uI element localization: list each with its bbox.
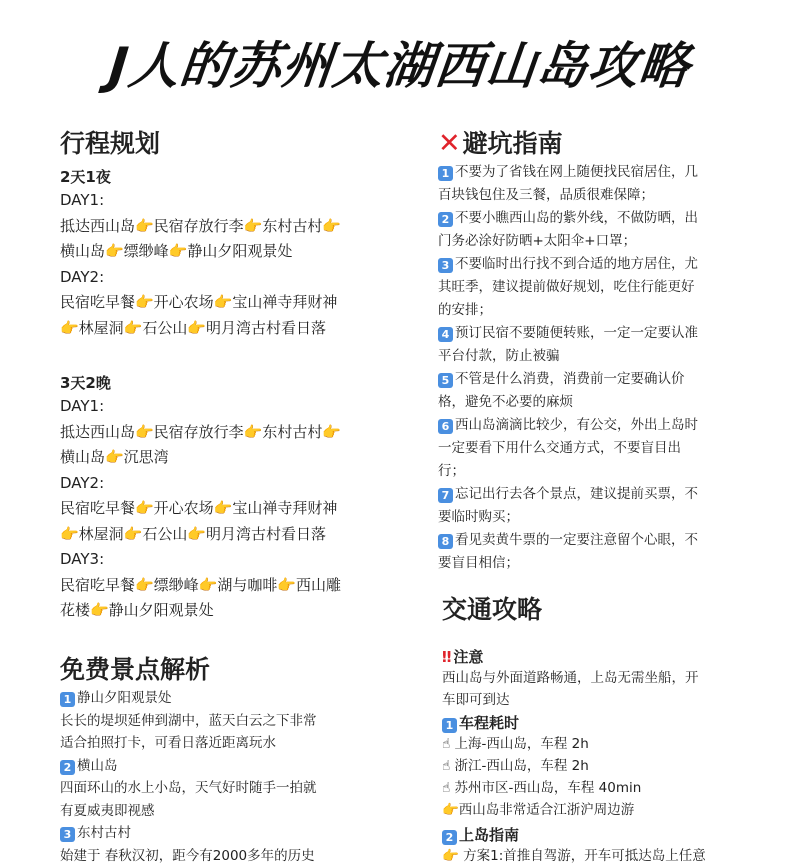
list-item (60, 688, 172, 708)
list-item (60, 733, 276, 753)
list-item (438, 530, 698, 550)
pitfall-heading (438, 124, 563, 160)
text-line: DAY1: (60, 397, 105, 415)
list-item (60, 756, 118, 776)
list-item-text: 要盲目相信； (438, 555, 519, 571)
text-line: 👉林屋洞👉石公山👉明月湾古村看日落 (60, 524, 327, 543)
list-item (438, 484, 698, 504)
list-item-text: 四面环山的水上小岛，天气好时随手一拍就 (60, 780, 317, 796)
list-item-text: 不要小瞧西山岛的紫外线，不做防晒，出 (455, 210, 698, 226)
text-line: ☝ 浙江-西山岛，车程 2h (442, 758, 589, 774)
list-item-text: 西山岛滴滴比较少，有公交，外出上岛时 (455, 417, 698, 433)
list-item-text: 不要为了省钱在网上随便找民宿居住，几 (455, 164, 698, 180)
list-item (60, 711, 317, 731)
page-title: J人的苏州太湖西山岛攻略 (106, 37, 693, 95)
list-item (438, 346, 560, 366)
list-item-text: 的安排； (438, 302, 492, 318)
list-item (438, 254, 698, 274)
list-item-text: 预订民宿不要随便转账，一定一定要认准 (455, 325, 698, 341)
list-item-text: 要临时购买； (438, 509, 519, 525)
text-line: 👉西山岛非常适合江浙沪周边游 (442, 802, 635, 818)
text-line: 民宿吃早餐👉缥缈峰👉湖与咖啡👉西山雕 (60, 575, 342, 594)
list-item (438, 553, 519, 573)
list-item (438, 231, 636, 251)
number-badge-icon: 1 (60, 692, 75, 707)
text-line: 花楼👉静山夕阳观景处 (60, 601, 214, 619)
note-title-text: 注意 (453, 648, 484, 666)
list-item-text: 不管是什么消费，消费前一定要确认价 (455, 371, 685, 387)
text-line: DAY2: (60, 473, 105, 492)
list-item (60, 823, 131, 843)
text-line: DAY2: (60, 267, 105, 286)
cross-icon: ✕ (438, 128, 461, 159)
time-title (442, 712, 519, 733)
number-badge-icon: 8 (438, 534, 453, 549)
list-item-text: 东村古村 (77, 825, 131, 841)
list-item (438, 185, 654, 205)
list-item (438, 507, 519, 527)
list-item-text: 忘记出行去各个景点，建议提前买票，不 (455, 486, 698, 502)
list-item (438, 415, 698, 435)
text-line: ☝ 上海-西山岛，车程 2h (442, 736, 589, 752)
plan1-title: 2天1夜 (60, 168, 111, 186)
list-item-text: 看见卖黄牛票的一定要注意留个心眼，不 (455, 532, 698, 548)
number-badge-icon: 3 (60, 827, 75, 842)
list-item (438, 208, 698, 228)
pitfall-heading-text: 避坑指南 (462, 129, 563, 158)
time-title-text: 车程耗时 (459, 714, 520, 732)
number-badge-icon: 3 (438, 258, 453, 273)
number-badge-icon: 6 (438, 419, 453, 434)
number-badge-icon: 2 (60, 760, 75, 775)
list-item-text: 行； (438, 463, 465, 479)
text-line: 抵达西山岛👉民宿存放行李👉东村古村👉 (60, 216, 342, 235)
text-line: ☝ 苏州市区-西山岛，车程 40min (442, 780, 642, 796)
text-line: 👉 方案1:首推自驾游，开车可抵达岛上任意 (442, 848, 706, 864)
list-item (438, 277, 695, 297)
plan2-title: 3天2晚 (60, 374, 111, 392)
list-item-text: 静山夕阳观景处 (77, 690, 172, 706)
list-item-text: 有夏威夷即视感 (60, 802, 155, 819)
list-item (60, 778, 317, 798)
note-title (442, 646, 483, 667)
island-title-text: 上岛指南 (459, 826, 520, 844)
double-exclamation-icon: ‼ (442, 648, 452, 666)
text-line: 民宿吃早餐👉开心农场👉宝山禅寺拜财神 (60, 499, 338, 517)
list-item-text: 始建于 春秋汉初，距今有2000多年的历史 (60, 847, 315, 864)
text-line: 横山岛👉沉思湾 (60, 448, 169, 466)
list-item-text: 其旺季，建议提前做好规划，吃住行能更好 (438, 279, 695, 295)
text-line: 民宿吃早餐👉开心农场👉宝山禅寺拜财神 (60, 293, 338, 311)
list-item-text: 平台付款，防止被骗 (438, 348, 560, 364)
number-badge-icon: 7 (438, 488, 453, 503)
number-badge-icon: 4 (438, 327, 453, 342)
list-item-text: 门务必涂好防晒+太阳伞+口罩； (438, 233, 637, 249)
number-badge-icon: 2 (438, 212, 453, 227)
text-line: 横山岛👉缥缈峰👉静山夕阳观景处 (60, 242, 293, 260)
list-item-text: 长长的堤坝延伸到湖中，蓝天白云之下非常 (60, 712, 317, 729)
list-item (438, 438, 681, 458)
number-badge-1-icon: 1 (442, 718, 457, 733)
island-title (442, 824, 519, 845)
text-line: 👉林屋洞👉石公山👉明月湾古村看日落 (60, 318, 327, 337)
number-badge-icon: 1 (438, 166, 453, 181)
itinerary-heading: 行程规划 (60, 129, 161, 158)
list-item-text: 一定要看下用什么交通方式，不要盲目出 (438, 440, 681, 456)
list-item (438, 300, 492, 320)
text-line: 西山岛与外面道路畅通，上岛无需坐船，开 (442, 670, 699, 686)
number-badge-icon: 5 (438, 373, 453, 388)
list-item (438, 369, 685, 389)
list-item (438, 162, 698, 182)
spots-heading: 免费景点解析 (60, 655, 211, 684)
list-item-text: 不要临时出行找不到合适的地方居住，尤 (455, 256, 698, 272)
text-line: DAY3: (60, 550, 105, 568)
text-line: 抵达西山岛👉民宿存放行李👉东村古村👉 (60, 422, 342, 441)
list-item (438, 392, 573, 412)
list-item (438, 323, 698, 343)
text-line: DAY1: (60, 191, 105, 209)
text-line: 车即可到达 (442, 692, 510, 708)
list-item (60, 801, 155, 821)
number-badge-2-icon: 2 (442, 830, 457, 845)
list-item-text: 横山岛 (77, 757, 118, 774)
list-item-text: 百块钱包住及三餐，品质很难保障； (438, 187, 654, 203)
list-item-text: 格，避免不必要的麻烦 (438, 394, 573, 410)
traffic-heading: 交通攻略 (442, 595, 543, 624)
list-item (438, 461, 465, 481)
list-item-text: 适合拍照打卡，可看日落近距离玩水 (60, 735, 276, 751)
